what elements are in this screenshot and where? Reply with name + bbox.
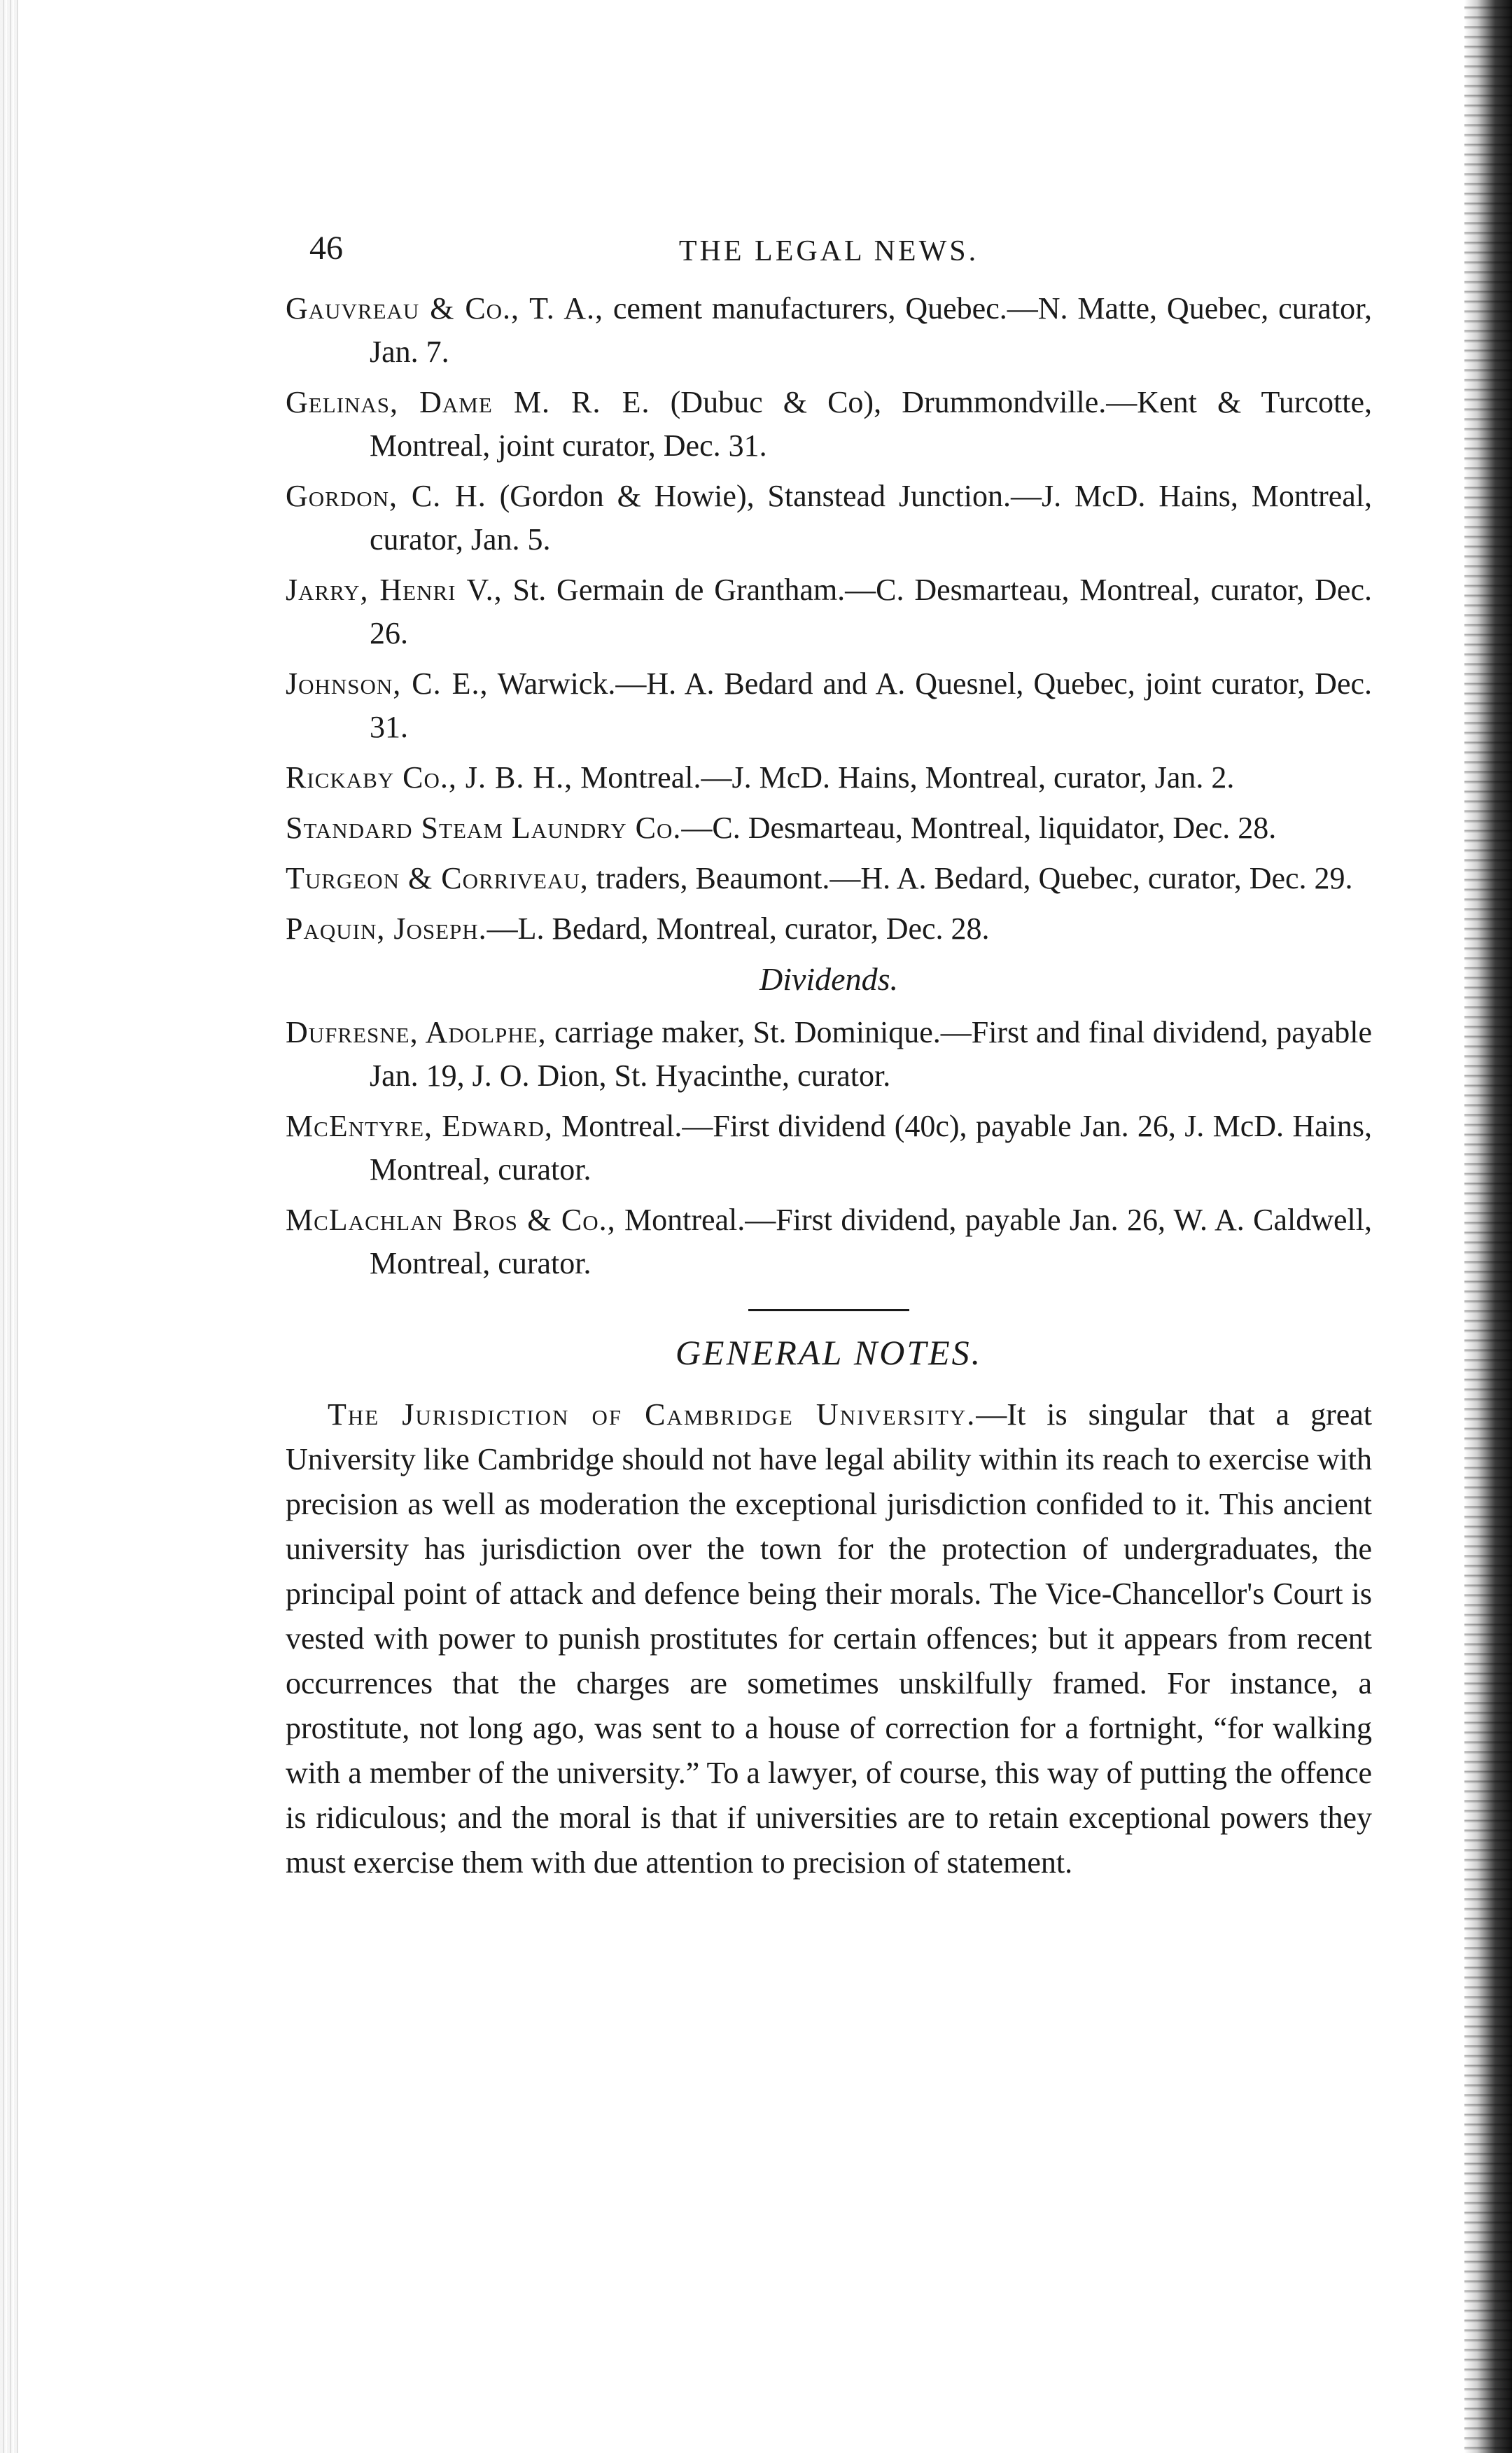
- entry-text: cement manufacturers, Quebec.—N. Matte, Quebec, curator, Jan. 7.: [370, 291, 1372, 369]
- entry-name: Gelinas, Dame M. R. E.: [286, 385, 650, 419]
- running-title: THE LEGAL NEWS.: [678, 235, 979, 267]
- list-entry: [286, 907, 1372, 951]
- paragraph-body: —It is singular that a great University like Cambridge should not have legal ability within its reach to exercise with precision as well as moderation the exceptional jurisdiction confided to it. This ancient university has jurisdiction over the town for the protection of undergraduates, the principal point of attack and defence being their morals. The Vice-Chancellor's Court is vested with power to punish prostitutes for certain offences; but it appears from recent occurrences that the charges are sometimes unskilfully framed. For instance, a prostitute, not long ago, was sent to a house of correction for a fortnight, “for walking with a member of the university.” To a lawyer, of course, this way of putting the offence is ridiculous; and the moral is that if universities are to retain exceptional powers they must exercise them with due attention to precision of statement.: [286, 1397, 1373, 1880]
- page: [286, 210, 1372, 1885]
- dividends-heading: Dividends.: [759, 961, 898, 997]
- entry-text: St. Germain de Grantham.—C. Desmarteau, Montreal, curator, Dec. 26.: [370, 573, 1372, 650]
- list-entry: [286, 1105, 1372, 1191]
- paragraph-lead: The Jurisdiction of Cambridge University.: [328, 1397, 976, 1432]
- entry-name: Jarry, Henri V.,: [286, 573, 503, 607]
- list-entry: [286, 475, 1372, 561]
- entry-name: Rickaby Co., J. B. H.,: [286, 760, 573, 795]
- scan-edge-right: [1464, 0, 1512, 2453]
- list-entry: [286, 568, 1372, 655]
- entry-name: Johnson, C. E.,: [286, 666, 489, 701]
- scan-edge-left: [0, 0, 18, 2453]
- list-entry: [286, 857, 1372, 900]
- list-entry: [286, 806, 1372, 850]
- section-divider: [748, 1309, 909, 1311]
- entry-text: Montreal.—J. McD. Hains, Montreal, curator, Jan. 2.: [573, 760, 1235, 795]
- entry-text: —C. Desmarteau, Montreal, liquidator, Dec. 28.: [681, 811, 1277, 845]
- general-notes-title: GENERAL NOTES.: [675, 1333, 983, 1372]
- entry-text: Montreal.—First dividend, payable Jan. 26, W. A. Caldwell, Montreal, curator.: [370, 1203, 1372, 1280]
- curator-list: [286, 287, 1372, 951]
- entry-name: McLachlan Bros & Co.,: [286, 1203, 616, 1237]
- list-entry: [286, 381, 1372, 468]
- entry-name: Turgeon & Corriveau,: [286, 861, 589, 895]
- entry-text: traders, Beaumont.—H. A. Bedard, Quebec, curator, Dec. 29.: [588, 861, 1353, 895]
- entry-text: (Dubuc & Co), Drummondville.—Kent & Turcotte, Montreal, joint curator, Dec. 31.: [370, 385, 1372, 463]
- entry-text: carriage maker, St. Dominique.—First and final dividend, payable Jan. 19, J. O. Dion, St. Hyacinthe, curator.: [370, 1015, 1372, 1093]
- entry-name: Gauvreau & Co., T. A.,: [286, 291, 604, 326]
- entry-text: Warwick.—H. A. Bedard and A. Quesnel, Quebec, joint curator, Dec. 31.: [370, 666, 1373, 744]
- entry-text: (Gordon & Howie), Stanstead Junction.—J. McD. Hains, Montreal, curator, Jan. 5.: [370, 479, 1373, 557]
- dividends-list: [286, 1011, 1372, 1285]
- entry-name: Gordon, C. H.: [286, 479, 486, 513]
- entry-name: Standard Steam Laundry Co.: [286, 811, 682, 845]
- list-entry: [286, 1011, 1372, 1098]
- general-notes-paragraph: [286, 1392, 1372, 1885]
- entry-text: Montreal.—First dividend (40c), payable Jan. 26, J. McD. Hains, Montreal, curator.: [370, 1109, 1372, 1187]
- entry-name: Dufresne, Adolphe,: [286, 1015, 547, 1049]
- list-entry: [286, 756, 1372, 799]
- page-header: [286, 210, 1372, 287]
- entry-text: —L. Bedard, Montreal, curator, Dec. 28.: [486, 911, 990, 946]
- list-entry: [286, 662, 1372, 749]
- entry-name: McEntyre, Edward,: [286, 1109, 553, 1143]
- page-number: 46: [309, 230, 343, 267]
- list-entry: [286, 1198, 1372, 1285]
- list-entry: [286, 287, 1372, 374]
- entry-name: Paquin, Joseph.: [286, 911, 487, 946]
